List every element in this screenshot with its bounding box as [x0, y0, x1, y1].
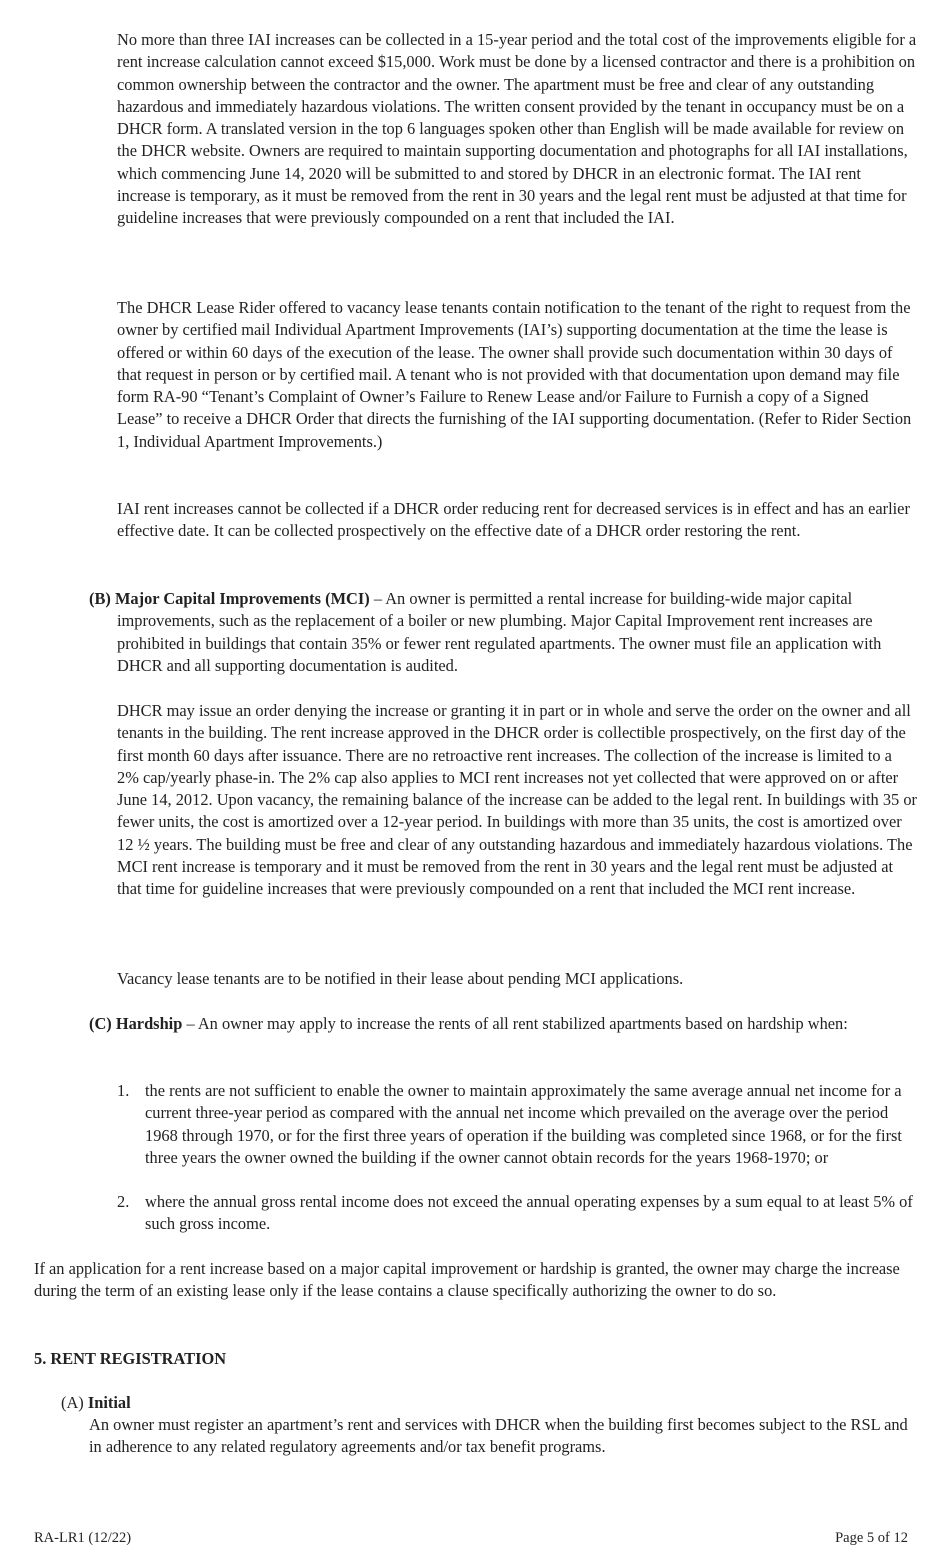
list-item-text: where the annual gross rental income does not exceed the annual operating expenses by a sum equal to at least 5% of such gross income.: [145, 1192, 913, 1234]
subsection-title: Initial: [87, 1393, 131, 1412]
iai-paragraph-2: The DHCR Lease Rider offered to vacancy lease tenants contain notification to the tenant of the right to request from the owner by certified mail Individual Apartment Improvements (IAI’s) supporting documentation at the time the lease is offered or within 60 days of the execution of the lease. The owner shall provide such documentation within 30 days of that request in person or by certified mail. A tenant who is not provided with that documentation upon demand may file form RA-90 “Tenant’s Complaint of Owner’s Failure to Renew Lease and/or Failure to Furnish a copy of a Signed Lease” to receive a DHCR Order that directs the furnishing of the IAI supporting documentation. (Refer to Rider Section 1, Individual Apartment Improvements.): [117, 298, 912, 451]
mci-label: (B) Major Capital Improvements (MCI): [89, 589, 370, 608]
form-id: RA-LR1 (12/22): [34, 1530, 132, 1546]
mci-intro: – An owner is permitted a rental increase for building-wide major capital improvements, such as the replacement of a boiler or new plumbing. Major Capital Improvement rent increases are prohibited in buildings that contain 35% or fewer rent regulated apartments. The owner must file an application with DHCR and all supporting documentation is audited.: [117, 589, 882, 675]
list-number: 1.: [117, 1081, 130, 1100]
section-heading-text: 5. RENT REGISTRATION: [34, 1349, 227, 1368]
mci-paragraph-2: DHCR may issue an order denying the increase or granting it in part or in whole and serve the order on the owner and all tenants in the building. The rent increase approved in the DHCR order is collectible prospectively, on the first day of the first month 60 days after issuance. There are no retroactive rent increases. The collection of the increase is limited to a 2% cap/yearly phase-in. The 2% cap also applies to MCI rent increases not yet collected that were approved on or after June 14, 2012. Upon vacancy, the remaining balance of the increase can be added to the legal rent. In buildings with 35 or fewer units, the cost is amortized over a 12-year period. In buildings with more than 35 units, the cost is amortized over 12 ½ years. The building must be free and clear of any outstanding hazardous and immediately hazardous violations. The MCI rent increase is temporary and it must be removed from the rent in 30 years and the legal rent must be adjusted at that time for guideline increases that were previously compounded on a rent that included the MCI rent increase.: [117, 701, 917, 899]
hardship-paragraph: [89, 1013, 917, 1035]
iai-paragraph-1: No more than three IAI increases can be collected in a 15-year period and the total cost of the improvements eligible for a rent increase calculation cannot exceed $15,000. Work must be done by a licensed contractor and there is a prohibition on common ownership between the contractor and the owner. The apartment must be free and clear of any outstanding hazardous and immediately hazardous violations. The written consent provided by the tenant in occupancy must be on a DHCR form. A translated version in the top 6 languages spoken other than English will be made available for review on the DHCR website. Owners are required to maintain supporting documentation and photographs for all IAI installations, which commencing June 14, 2020 will be submitted to and stored by DHCR in an electronic format. The IAI rent increase is temporary, as it must be removed from the rent in 30 years and the legal rent must be adjusted at that time for guideline increases that were previously compounded on a rent that included the IAI.: [117, 30, 917, 228]
hardship-intro: – An owner may apply to increase the rents of all rent stabilized apartments based on hardship when:: [182, 1014, 848, 1033]
closing-paragraph: If an application for a rent increase based on a major capital improvement or hardship is granted, the owner may charge the increase during the term of an existing lease only if the lease contains a clause specifically authorizing the owner to do so.: [34, 1259, 900, 1301]
subsection-prefix: (A): [61, 1393, 88, 1412]
page-number: Page 5 of 12: [835, 1530, 908, 1546]
iai-paragraph-3: IAI rent increases cannot be collected if a DHCR order reducing rent for decreased services is in effect and has an earlier effective date. It can be collected prospectively on the effective date of a DHCR order restoring the rent.: [117, 499, 910, 541]
mci-paragraph: [89, 588, 917, 677]
section-heading: [34, 1348, 226, 1370]
mci-paragraph-3: Vacancy lease tenants are to be notified in their lease about pending MCI applications.: [117, 969, 684, 988]
list-number: 2.: [117, 1192, 130, 1211]
subsection-text: An owner must register an apartment’s rent and services with DHCR when the building first becomes subject to the RSL and in adherence to any related regulatory agreements and/or tax benefit programs.: [89, 1415, 908, 1457]
list-item-text: the rents are not sufficient to enable the owner to maintain approximately the same average annual net income for a current three-year period as compared with the annual net income which prevailed on the average over the period 1968 through 1970, or for the first three years of operation if the building was completed since 1968, or for the first three years the owner owned the building if the owner cannot obtain records for the years 1968-1970; or: [145, 1081, 902, 1167]
hardship-label: (C) Hardship: [89, 1014, 183, 1033]
hardship-list-item: [117, 1080, 917, 1169]
subsection-heading: [61, 1392, 131, 1414]
hardship-list-item: [117, 1191, 917, 1236]
